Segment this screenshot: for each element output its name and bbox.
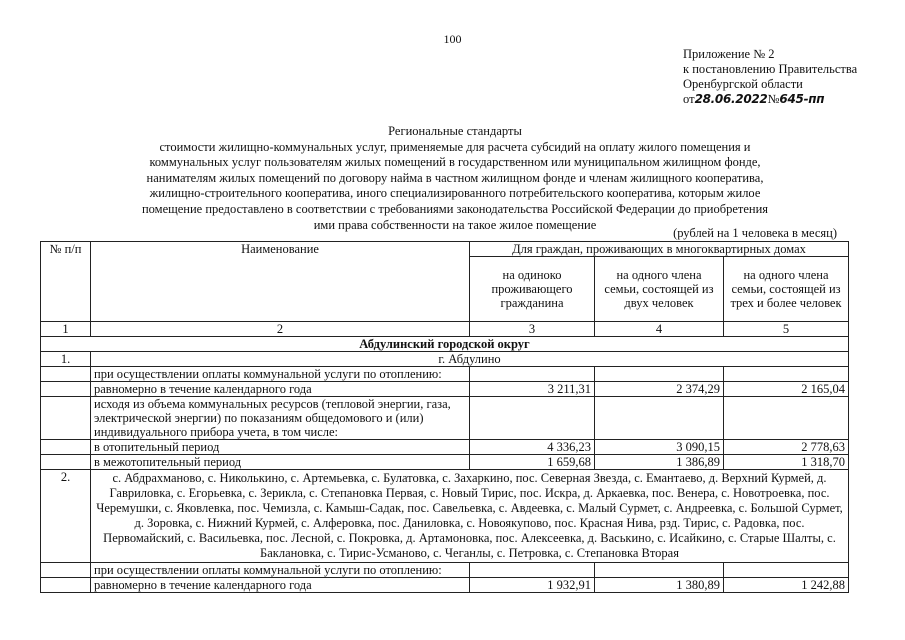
table-row bbox=[41, 563, 849, 578]
title-line-2: стоимости жилищно-коммунальных услуг, применяемые для расчета субсидий на оплату жилого помещения и bbox=[159, 139, 751, 154]
appendix-block bbox=[683, 47, 857, 107]
section-row bbox=[41, 470, 849, 563]
district-row bbox=[41, 337, 849, 352]
section-number: 2. bbox=[41, 470, 91, 563]
section-row bbox=[41, 352, 849, 367]
col-number: 1 bbox=[41, 322, 91, 337]
appendix-from: от bbox=[683, 92, 695, 106]
value-cell: 4 336,23 bbox=[470, 440, 595, 455]
title-line-7: ими права собственности на такое жилое помещение bbox=[313, 217, 597, 232]
table-row bbox=[41, 455, 849, 470]
header-num: № п/п bbox=[41, 242, 91, 322]
value-cell: 1 659,68 bbox=[470, 455, 595, 470]
table-row bbox=[41, 440, 849, 455]
value-cell: 2 778,63 bbox=[724, 440, 849, 455]
value-cell: 2 165,04 bbox=[724, 382, 849, 397]
row-label: равномерно в течение календарного года bbox=[91, 382, 470, 397]
col-number: 4 bbox=[595, 322, 724, 337]
value-cell: 1 386,89 bbox=[595, 455, 724, 470]
district-name: Абдулинский городской округ bbox=[41, 337, 849, 352]
appendix-line-4 bbox=[683, 92, 857, 107]
title-line-5: жилищно-строительного кооператива, иного специализированного потребительского кооператива, которым жилое bbox=[149, 186, 761, 201]
header-col4: на одного члена семьи, состоящей из двух человек bbox=[595, 257, 724, 322]
section-places: с. Абдрахманово, с. Николькино, с. Артемьевка, с. Булатовка, с. Захаркино, пос. Северная Звезда, с. Емантаево, д. Верхний Курмей, д. Гавриловка, с. Егорьевка, с. Зерикла, с. Степановка Первая, с. Новый Тирис, пос. Искра, д. Аркаевка, пос. Венера, с. Новотроевка, пос. Черемушки, с. Яковлевка, пос. Чемизла, с. Камыш-Садак, пос. Савельевка, с. Авдеевка, с. Малый Сурмет, с. Андреевка, с. Большой Сурмет, д. Зоровка, с. Нижний Курмей, с. Алферовка, пос. Даниловка, с. Новоякупово, пос. Красная Нива, рзд. Тирис, с. Радовка, пос. Первомайский, с. Васильевка, пос. Лесной, с. Покровка, д. Артамоновка, пос. Алексеевка, д. Васькино, с. Исайкино, с. Старые Шалты, с. Баклановка, с. Тирис-Усманово, с. Чеганлы, с. Петровка, с. Степановка Вторая bbox=[91, 470, 849, 563]
page-number: 100 bbox=[443, 32, 462, 46]
header-col5: на одного члена семьи, состоящей из трех и более человек bbox=[724, 257, 849, 322]
col-number: 3 bbox=[470, 322, 595, 337]
appendix-number: 645-пп bbox=[779, 92, 825, 106]
section-place: г. Абдулино bbox=[91, 352, 849, 367]
header-name: Наименование bbox=[91, 242, 470, 322]
header-row-1 bbox=[41, 242, 849, 257]
row-label: при осуществлении оплаты коммунальной услуги по отоплению: bbox=[91, 563, 470, 578]
appendix-line-2: к постановлению Правительства bbox=[683, 62, 858, 76]
title-line-4: нанимателям жилых помещений по договору найма в частном жилищном фонде и членам жилищного кооператива, bbox=[146, 170, 764, 185]
value-cell: 1 318,70 bbox=[724, 455, 849, 470]
title-line-1: Региональные стандарты bbox=[388, 124, 522, 138]
row-label: в межотопительный период bbox=[91, 455, 470, 470]
value-cell: 2 374,29 bbox=[595, 382, 724, 397]
col-number: 2 bbox=[91, 322, 470, 337]
table-row bbox=[41, 382, 849, 397]
appendix-num-sign: № bbox=[767, 92, 780, 106]
title-line-3: коммунальных услуг пользователям жилых помещений в государственном или муниципальном жилищном фонде, bbox=[149, 155, 761, 170]
appendix-line-1: Приложение № 2 bbox=[683, 47, 775, 61]
value-cell: 1 242,88 bbox=[724, 578, 849, 593]
column-number-row bbox=[41, 322, 849, 337]
value-cell: 3 090,15 bbox=[595, 440, 724, 455]
standards-table bbox=[40, 241, 849, 593]
title-line-6: помещение предоставлено в соответствии с требованиями законодательства Российской Федерации до приобретения bbox=[141, 201, 769, 216]
row-label: равномерно в течение календарного года bbox=[91, 578, 470, 593]
appendix-date: 28.06.2022 bbox=[694, 92, 768, 106]
units-note: (рублей на 1 человека в месяц) bbox=[673, 226, 837, 240]
header-group: Для граждан, проживающих в многоквартирных домах bbox=[470, 242, 849, 257]
table-row bbox=[41, 397, 849, 440]
row-label: при осуществлении оплаты коммунальной услуги по отоплению: bbox=[91, 367, 470, 382]
row-label: исходя из объема коммунальных ресурсов (тепловой энергии, газа, электрической энергии) по показаниям общедомового и (или) индивидуального прибора учета, в том числе: bbox=[91, 397, 470, 440]
row-label: в отопительный период bbox=[91, 440, 470, 455]
value-cell: 1 380,89 bbox=[595, 578, 724, 593]
document-title bbox=[40, 124, 870, 233]
table-row bbox=[41, 578, 849, 593]
value-cell: 3 211,31 bbox=[470, 382, 595, 397]
col-number: 5 bbox=[724, 322, 849, 337]
appendix-line-3: Оренбургской области bbox=[683, 77, 803, 91]
table-row bbox=[41, 367, 849, 382]
header-col3: на одиноко проживающего гражданина bbox=[470, 257, 595, 322]
section-number: 1. bbox=[41, 352, 91, 367]
value-cell: 1 932,91 bbox=[470, 578, 595, 593]
